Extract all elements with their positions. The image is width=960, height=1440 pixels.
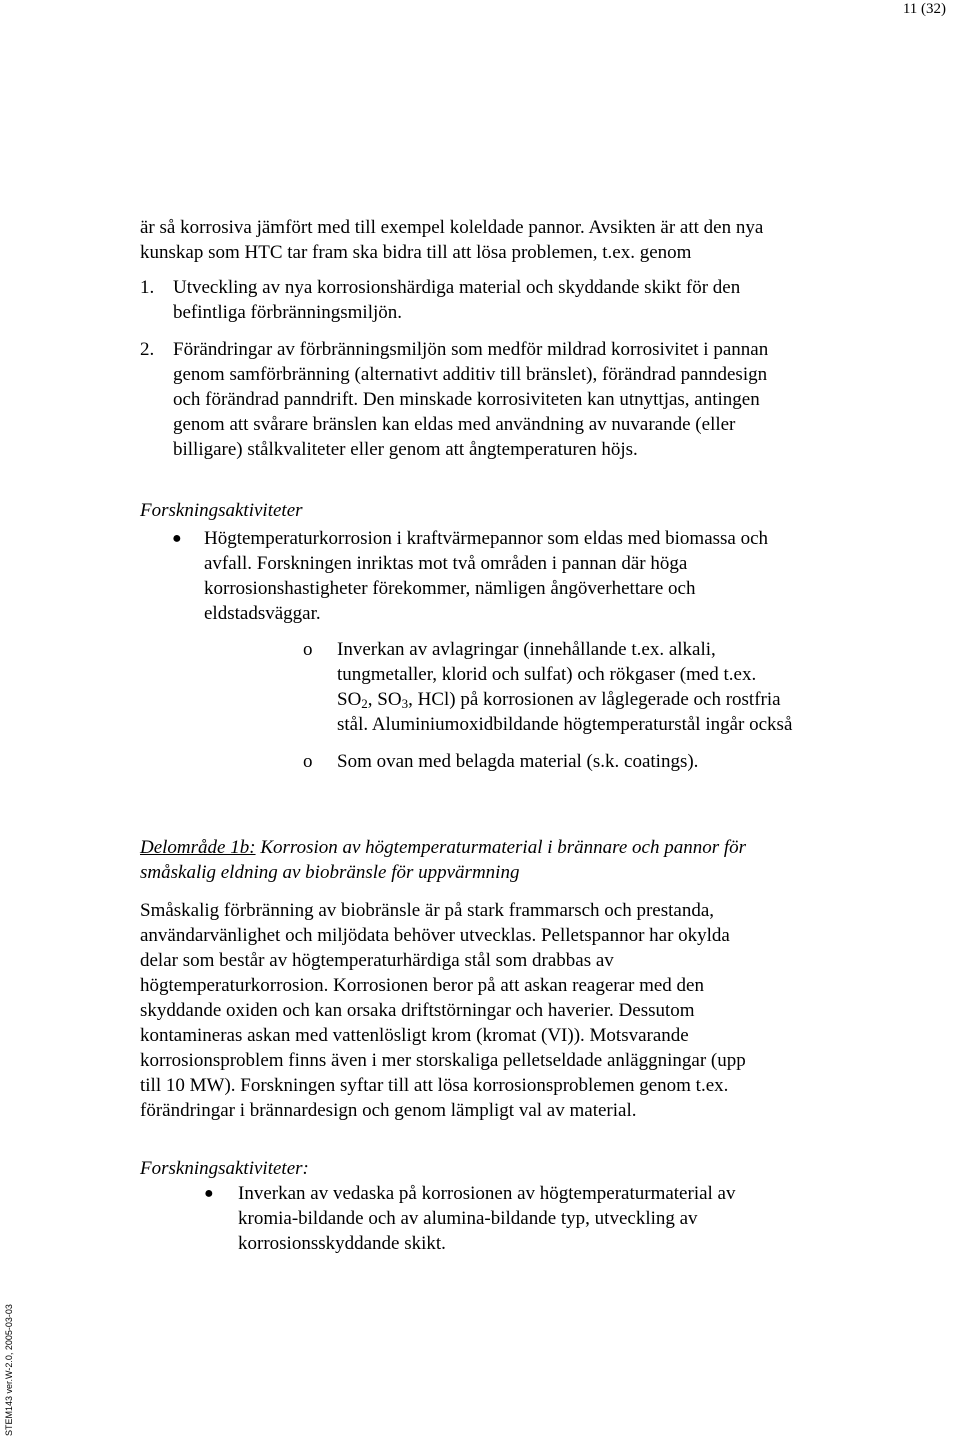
sub-item-2-line-1: Som ovan med belagda material (s.k. coatings).: [337, 751, 699, 772]
activities-heading-1b: Forskningsaktiviteter:: [140, 1158, 309, 1179]
paragraph-line-4: högtemperaturkorrosion. Korrosionen beror på att askan reagerar med den: [140, 975, 704, 996]
bullet-icon: ●: [172, 530, 182, 547]
bullet-icon: ●: [204, 1185, 214, 1202]
sub-item-1-line-2: tungmetaller, klorid och sulfat) och rökgaser (med t.ex.: [337, 664, 757, 685]
section-1b-title: [140, 835, 746, 860]
so2-subscript: 2: [361, 696, 368, 711]
paragraph-line-7: korrosionsproblem finns även i mer storskaliga pelletseldade anläggningar (upp: [140, 1050, 746, 1071]
bullet-1b-line-2: kromia-bildande och av alumina-bildande typ, utveckling av: [238, 1208, 698, 1229]
so3-text: , SO: [367, 689, 402, 710]
activities-heading: Forskningsaktiviteter: [140, 500, 303, 521]
list-number-1: 1.: [140, 277, 155, 298]
circle-bullet-icon: o: [303, 751, 313, 772]
bullet-1b-line-3: korrosionsskyddande skikt.: [238, 1233, 446, 1254]
paragraph-line-1: Småskalig förbränning av biobränsle är på stark frammarsch och prestanda,: [140, 900, 715, 921]
footer-version: STEM143 ver.W-2.0, 2005-03-03: [4, 1304, 14, 1436]
bullet-line-2: avfall. Forskningen inriktas mot två områden i pannan där höga: [204, 553, 688, 574]
intro-line-2: kunskap som HTC tar fram ska bidra till att lösa problemen, t.ex. genom: [140, 242, 692, 263]
paragraph-line-6: kontamineras askan med vattenlösligt krom (kromat (VI)). Motsvarande: [140, 1025, 689, 1046]
paragraph-line-5: skyddande oxiden och kan orsaka driftstörningar och haverier. Dessutom: [140, 1000, 695, 1021]
bullet-line-3: korrosionshastigheter förekommer, nämligen ångöverhettare och: [204, 578, 696, 599]
circle-bullet-icon: o: [303, 639, 313, 660]
list-item-2-line-3: och förändrad panndrift. Den minskade korrosiviteten kan utnyttjas, antingen: [173, 389, 760, 410]
paragraph-line-8: till 10 MW). Forskningen syftar till att lösa korrosionsproblemen genom t.ex.: [140, 1075, 729, 1096]
list-item-2-line-5: billigare) stålkvaliteter eller genom att ångtemperaturen höjs.: [173, 439, 638, 460]
bullet-1b-line-1: Inverkan av vedaska på korrosionen av högtemperaturmaterial av: [238, 1183, 736, 1204]
sub-item-1-line-1: Inverkan av avlagringar (innehållande t.ex. alkali,: [337, 639, 716, 660]
paragraph-line-9: förändringar i brännardesign och genom lämpligt val av material.: [140, 1100, 637, 1121]
bullet-line-1: Högtemperaturkorrosion i kraftvärmepannor som eldas med biomassa och: [204, 528, 769, 549]
sub-item-1-line-3: [337, 687, 781, 712]
paragraph-line-2: användarvänlighet och miljödata behöver utvecklas. Pelletspannor har okylda: [140, 925, 730, 946]
page-number: 11 (32): [902, 1, 946, 17]
sub-item-1-line-3-rest: , HCl) på korrosionen av låglegerade och rostfria: [408, 689, 781, 710]
sub-item-1-line-4: stål. Aluminiumoxidbildande högtemperaturstål ingår också: [337, 714, 793, 735]
paragraph-line-3: delar som består av högtemperaturhärdiga stål som drabbas av: [140, 950, 614, 971]
section-1b-title-line-2: småskalig eldning av biobränsle för uppvärmning: [140, 862, 520, 883]
bullet-line-4: eldstadsväggar.: [204, 603, 321, 624]
section-1b-title-line-1: Korrosion av högtemperaturmaterial i brännare och pannor för: [255, 837, 747, 858]
list-item-2-line-1: Förändringar av förbränningsmiljön som medför mildrad korrosivitet i pannan: [173, 339, 769, 360]
so2-text: SO: [337, 689, 362, 710]
list-item-1-line-1: Utveckling av nya korrosionshärdiga material och skyddande skikt för den: [173, 277, 741, 298]
list-item-2-line-4: genom att svårare bränslen kan eldas med användning av nuvarande (eller: [173, 414, 736, 435]
list-number-2: 2.: [140, 339, 155, 360]
list-item-1-line-2: befintliga förbränningsmiljön.: [173, 302, 403, 323]
so3-subscript: 3: [401, 696, 409, 711]
intro-line-1: är så korrosiva jämfört med till exempel koleldade pannor. Avsikten är att den nya: [140, 217, 764, 238]
list-item-2-line-2: genom samförbränning (alternativt additiv till bränslet), förändrad panndesign: [173, 364, 768, 385]
section-1b-label: Delområde 1b:: [140, 837, 256, 858]
